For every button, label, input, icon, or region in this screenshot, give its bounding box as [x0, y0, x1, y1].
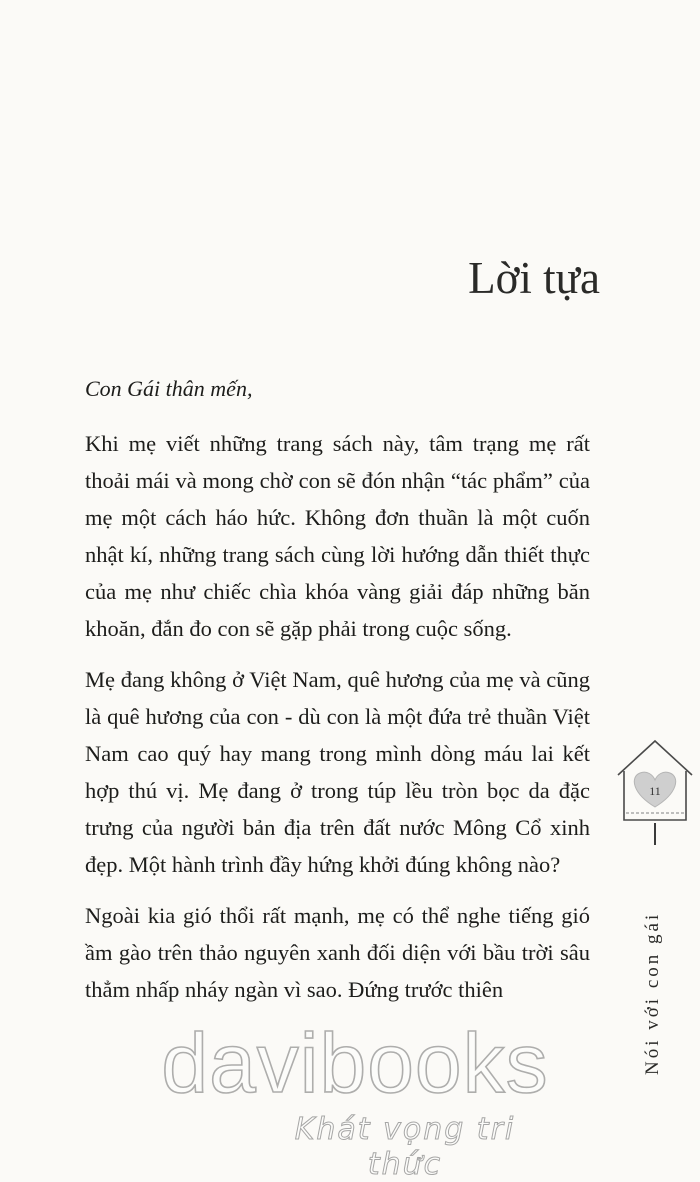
watermark-logo: davibooks — [161, 1016, 549, 1110]
page-number: 11 — [649, 784, 661, 798]
paragraph-3: Ngoài kia gió thổi rất mạnh, mẹ có thể nghe tiếng gió ầm gào trên thảo nguyên xanh đối diện với bầu trời sâu thẳm nhấp nháy ngàn vì sao. Đứng trước thiên — [85, 903, 590, 1002]
running-title: Nói với con gái — [642, 911, 663, 1075]
chapter-title: Lời tựa — [468, 253, 600, 303]
paragraph-1: Khi mẹ viết những trang sách này, tâm trạng mẹ rất thoải mái và mong chờ con sẽ đón nhận “tác phẩm” của mẹ một cách háo hức. Không đơn thuần là một cuốn nhật kí, những trang sách cùng lời hướng dẫn thiết thực của mẹ như chiếc chìa khóa vàng giải đáp những băn khoăn, đắn đo con sẽ gặp phải trong cuộc sống. — [85, 431, 590, 641]
paragraph-2: Mẹ đang không ở Việt Nam, quê hương của mẹ và cũng là quê hương của con - dù con là một đứa trẻ thuần Việt Nam cao quý hay mang trong mình dòng máu lai kết hợp thú vị. Mẹ đang ở trong túp lều tròn bọc da đặc trưng của người bản địa trên đất nước Mông Cổ xinh đẹp. Một hành trình đầy hứng khởi đúng không nào? — [85, 667, 590, 877]
greeting: Con Gái thân mến, — [85, 376, 253, 401]
body-text — [85, 425, 590, 1022]
watermark-slogan: Khát vọng tri thức — [294, 1112, 516, 1182]
